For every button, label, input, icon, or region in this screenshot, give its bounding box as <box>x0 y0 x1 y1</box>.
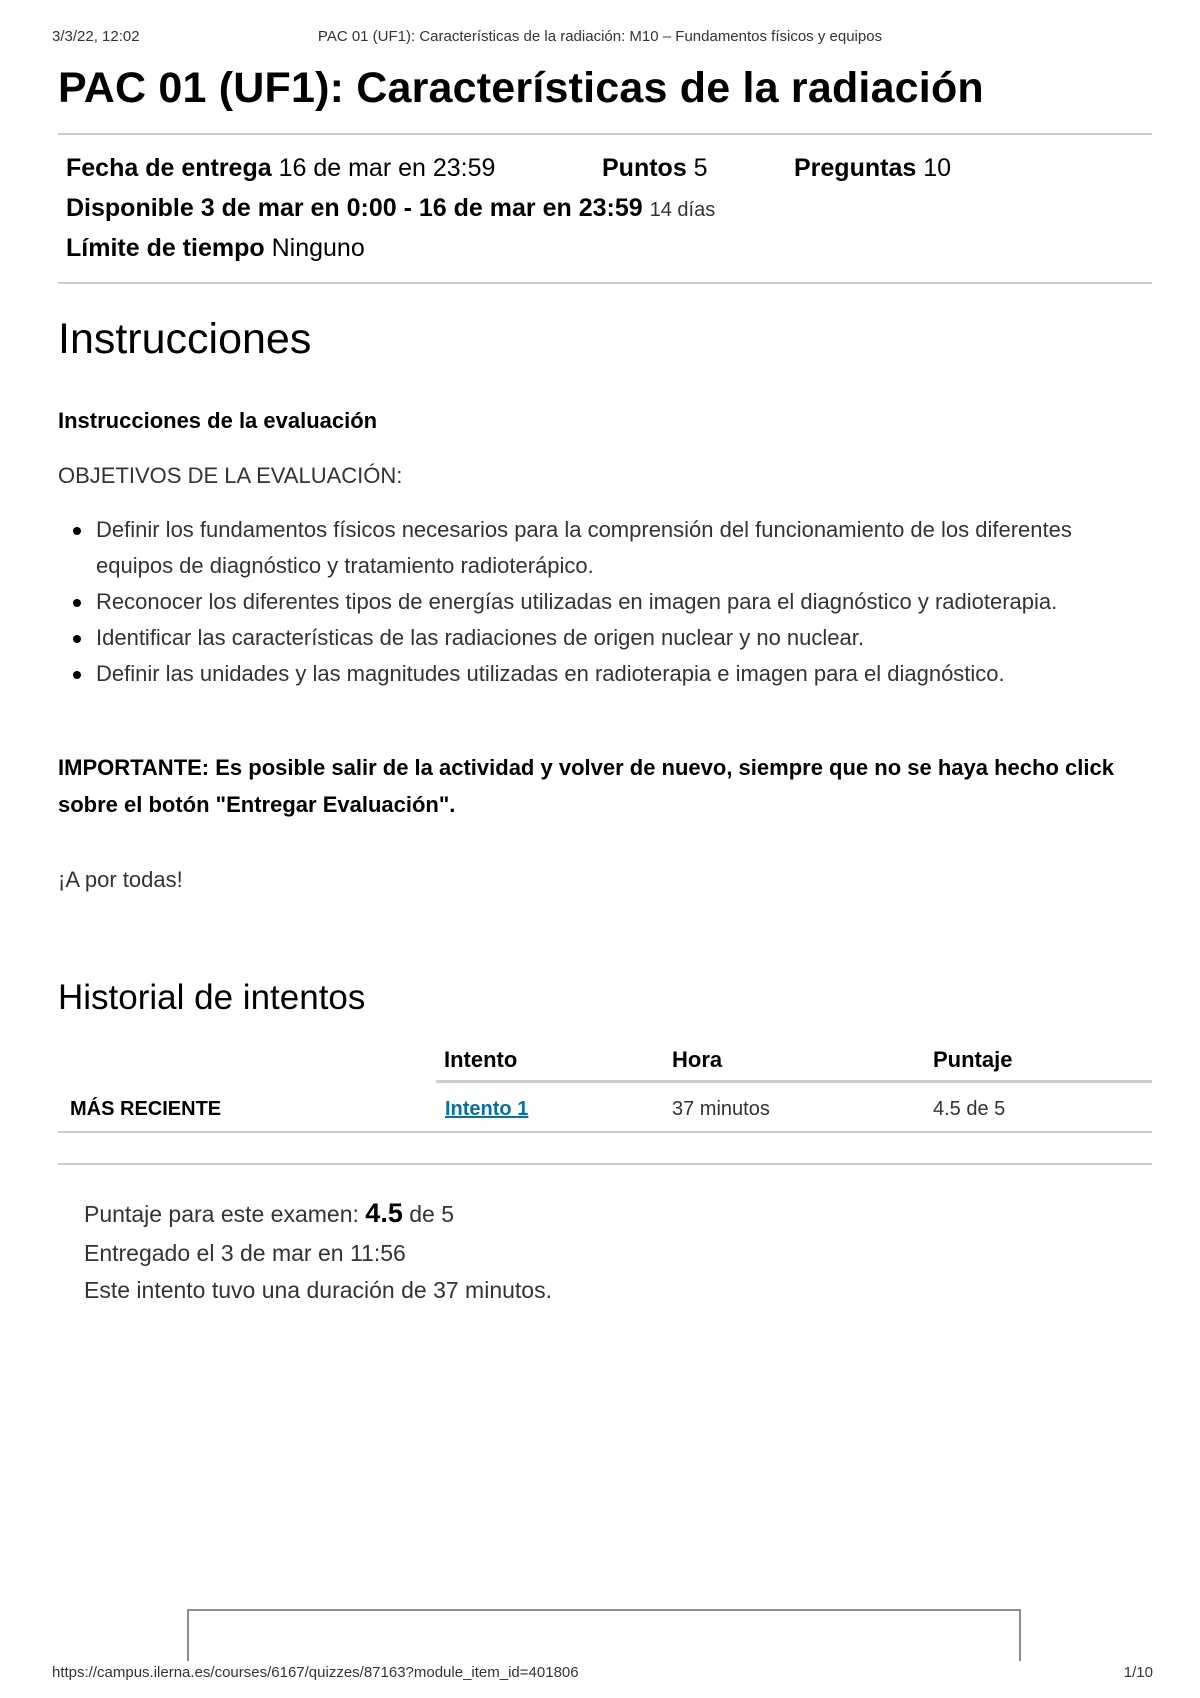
divider <box>58 282 1152 284</box>
important-notice: IMPORTANTE: Es posible salir de la actividad y volver de nuevo, siempre que no se haya hecho click sobre el botón "Entregar Evaluación". <box>58 755 1114 817</box>
objectives-list <box>58 512 1152 692</box>
available-value: 3 de mar en 0:00 - 16 de mar en 23:59 <box>200 194 643 222</box>
page-number: 1/10 <box>1123 1664 1153 1681</box>
time-limit-value: Ninguno <box>271 234 365 262</box>
most-recent-label: MÁS RECIENTE <box>70 1098 222 1120</box>
attempt-history-heading: Historial de intentos <box>58 978 366 1017</box>
evaluation-instructions-title: Instrucciones de la evaluación <box>58 408 378 433</box>
time-limit-meta <box>66 234 365 263</box>
questions-value: 10 <box>923 154 952 182</box>
available-label: Disponible <box>66 194 194 222</box>
column-header-time: Hora <box>672 1047 723 1072</box>
column-header-attempt: Intento <box>444 1047 518 1072</box>
questions-meta <box>794 154 951 183</box>
print-header <box>0 28 1200 48</box>
available-days: 14 días <box>649 199 716 221</box>
due-value: 16 de mar en 23:59 <box>278 154 496 182</box>
row-divider <box>58 1131 1152 1133</box>
divider <box>58 133 1152 135</box>
points-value: 5 <box>693 154 708 182</box>
list-item: Identificar las características de las radiaciones de origen nuclear y no nuclear. <box>96 620 1152 656</box>
attempt-1-link[interactable]: Intento 1 <box>445 1098 529 1120</box>
points-label: Puntos <box>602 154 687 182</box>
page-title: PAC 01 (UF1): Características de la radiación <box>58 64 984 112</box>
cheer-text: ¡A por todas! <box>58 867 183 892</box>
instructions-heading: Instrucciones <box>58 315 312 363</box>
attempt-score: 4.5 de 5 <box>933 1098 1006 1120</box>
print-date: 3/3/22, 12:02 <box>52 28 140 45</box>
time-limit-label: Límite de tiempo <box>66 234 265 262</box>
embedded-frame <box>187 1609 1021 1661</box>
questions-label: Preguntas <box>794 154 917 182</box>
due-label: Fecha de entrega <box>66 154 272 182</box>
duration-info: Este intento tuvo una duración de 37 minutos. <box>84 1277 552 1303</box>
points-meta <box>602 154 708 183</box>
quiz-meta-row-1 <box>66 154 495 183</box>
print-url: https://campus.ilerna.es/courses/6167/quizzes/87163?module_item_id=401806 <box>52 1664 579 1681</box>
column-header-score: Puntaje <box>933 1047 1013 1072</box>
availability-meta <box>66 194 715 223</box>
header-underline <box>436 1080 1152 1083</box>
divider <box>58 1163 1152 1165</box>
score-suffix: de 5 <box>409 1201 454 1227</box>
score-prefix: Puntaje para este examen: <box>84 1201 359 1227</box>
list-item: Definir los fundamentos físicos necesarios para la comprensión del funcionamiento de los diferentes equipos de diagnóstico y tratamiento radioterápico. <box>96 512 1152 584</box>
attempt-time: 37 minutos <box>672 1098 770 1120</box>
list-item: Definir las unidades y las magnitudes utilizadas en radioterapia e imagen para el diagnóstico. <box>96 656 1152 692</box>
score-summary <box>84 1198 454 1229</box>
score-value: 4.5 <box>365 1198 403 1228</box>
list-item: Reconocer los diferentes tipos de energías utilizadas en imagen para el diagnóstico y radioterapia. <box>96 584 1152 620</box>
submitted-info: Entregado el 3 de mar en 11:56 <box>84 1240 406 1266</box>
print-document-title: PAC 01 (UF1): Características de la radiación: M10 – Fundamentos físicos y equipos <box>317 28 883 45</box>
objectives-label: OBJETIVOS DE LA EVALUACIÓN: <box>58 463 403 488</box>
